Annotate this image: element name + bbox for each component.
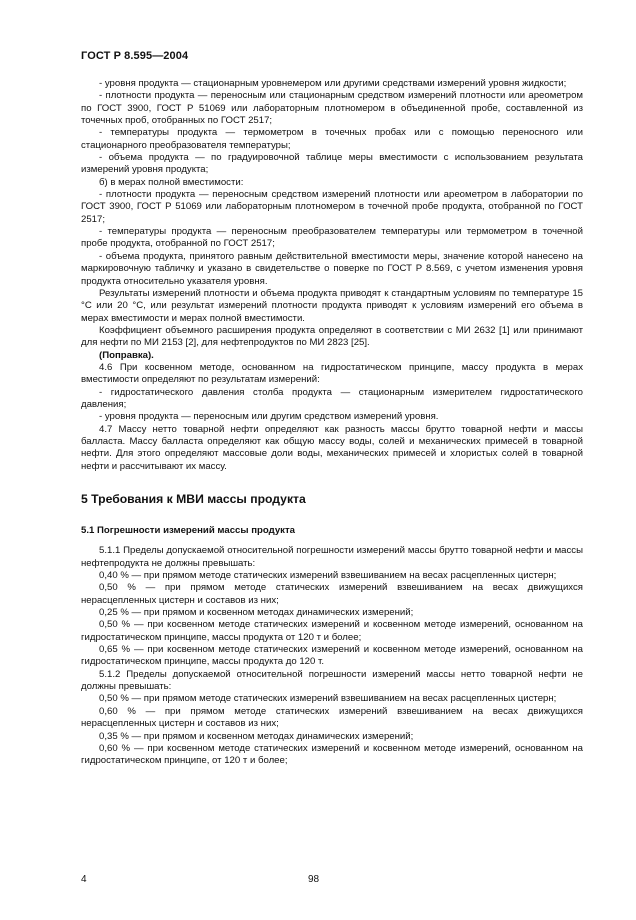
paragraph: 0,25 % — при прямом и косвенном методах динамических измерений; <box>99 607 414 619</box>
section-heading: 5 Требования к МВИ массы продукта <box>81 492 306 506</box>
paragraph: - объема продукта — по градуировочной таблице меры вместимости с использованием результата измерений уровня продукта; <box>81 152 583 176</box>
paragraph: - уровня продукта — стационарным уровнемером или другими средствами измерений уровня жидкости; <box>99 78 567 89</box>
paragraph: Результаты измерений плотности и объема продукта приводят к стандартным условиям по температуре 15 °С или 20 °С, или результат измерений плотности продукта приводят к условиям измерений его объема в мерах вместимости и мерах полной вместимости. <box>81 287 583 324</box>
page-number-left: 4 <box>81 874 87 885</box>
paragraph: 0,40 % — при прямом методе статических измерений взвешиванием на весах расцепленных цистерн; <box>99 570 557 582</box>
paragraph: - уровня продукта — переносным или другим средством измерений уровня. <box>99 411 439 423</box>
paragraph: 0,60 % — при прямом методе статических измерений взвешиванием на весах движущихся нерасцепленных цистерн и составов из них; <box>81 705 583 730</box>
amendment-note: (Поправка). <box>99 349 154 361</box>
paragraph: - плотности продукта — переносным или стационарным средством измерений плотности или ареометром по ГОСТ 3900, ГОСТ Р 51069 или лабораторным плотномером в объединенной пробе, составленной из точечных проб, отобранных по ГОСТ 2517; <box>81 90 583 127</box>
document-header: ГОСТ Р 8.595—2004 <box>81 50 189 62</box>
page-number-center: 98 <box>308 874 320 885</box>
paragraph: Коэффициент объемного расширения продукта определяют в соответствии с МИ 2632 [1] или принимают для нефти по МИ 2153 [2], для нефтепродуктов по МИ 2823 [25]. <box>81 324 583 349</box>
paragraph: б) в мерах полной вместимости: <box>99 176 244 188</box>
document-body <box>81 78 583 768</box>
paragraph: - гидростатического давления столба продукта — стационарным измерителем гидростатического давления; <box>81 386 583 410</box>
paragraph: 0,60 % — при косвенном методе статических измерений и косвенном методе измерений, основанном на гидростатическом принципе, от 120 т и более; <box>81 742 583 767</box>
paragraph: - температуры продукта — переносным преобразователем температуры или термометром в точечной пробе продукта, отобранной по ГОСТ 2517; <box>81 226 583 250</box>
paragraph: - плотности продукта — переносным средством измерений плотности или ареометром в лаборатории по ГОСТ 3900, ГОСТ Р 51069 или лабораторным плотномером в точечной пробе продукта, отобранной по ГОСТ 2517; <box>81 189 583 225</box>
subsection-heading: 5.1 Погрешности измерений массы продукта <box>81 525 295 536</box>
paragraph: 4.6 При косвенном методе, основанном на гидростатическом принципе, массу продукта в мерах вместимости определяют по результатам измерений: <box>81 361 583 386</box>
paragraph: 5.1.2 Пределы допускаемой относительной погрешности измерений массы нетто товарной нефти не должны превышать: <box>81 668 583 693</box>
paragraph: 4.7 Массу нетто товарной нефти определяют как разность массы брутто товарной нефти и массы балласта. Массу балласта определяют как общую массу воды, солей и механических примесей в товарной нефти. Для этого определяют массовые доли воды, механических примесей и хлористых солей в товарной нефти и рассчитывают их массу. <box>81 423 583 472</box>
paragraph: 5.1.1 Пределы допускаемой относительной погрешности измерений массы брутто товарной нефти и массы нефтепродукта не должны превышать: <box>81 545 583 569</box>
paragraph: 0,50 % — при прямом методе статических измерений взвешиванием на весах расцепленных цистерн; <box>99 693 557 705</box>
paragraph: - температуры продукта — термометром в точечных пробах или с помощью переносного или стационарного преобразователя температуры; <box>81 127 583 151</box>
paragraph: 0,35 % — при прямом и косвенном методах динамических измерений; <box>99 730 414 742</box>
paragraph: 0,50 % — при прямом методе статических измерений взвешиванием на весах движущихся нерасцепленных цистерн и составов из них; <box>81 582 583 606</box>
paragraph: 0,50 % — при косвенном методе статических измерений и косвенном методе измерений, основанном на гидростатическом принципе, массы продукта от 120 т и более; <box>81 619 583 643</box>
paragraph: 0,65 % — при косвенном методе статических измерений и косвенном методе измерений, основанном на гидростатическом принципе, массы продукта до 120 т. <box>81 644 583 668</box>
paragraph: - объема продукта, принятого равным действительной вместимости меры, значение которой нанесено на маркировочную табличку и указано в свидетельстве о поверке по ГОСТ Р 8.569, с учетом изменения уровня продукта относительно указателя уровня. <box>81 250 583 287</box>
